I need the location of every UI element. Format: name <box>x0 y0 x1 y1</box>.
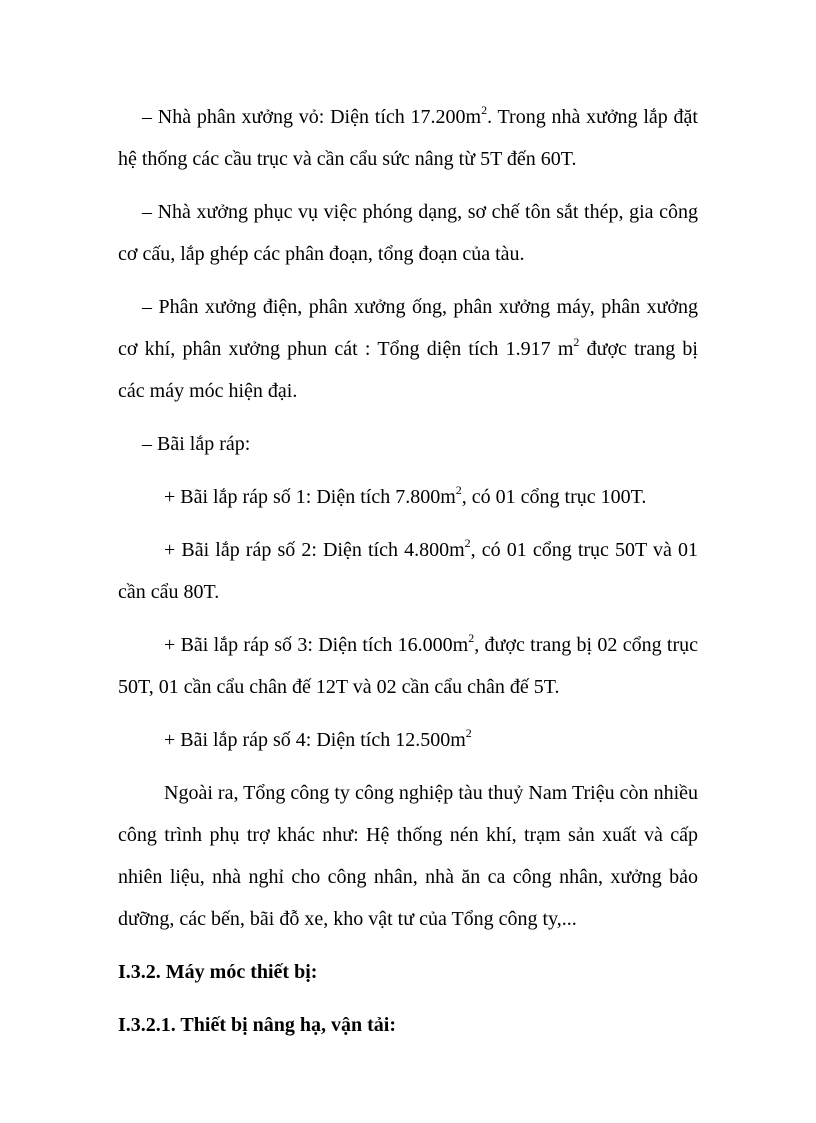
paragraph-assembly-yard-4: + Bãi lắp ráp số 4: Diện tích $12.500m^2$ <box>164 726 472 751</box>
paragraph-assembly-yard-2: + Bãi lắp ráp số 2: Diện tích $4.800m^2$, có 01 cổng trục 50T và 01 cần cẩu 80T. <box>118 536 698 603</box>
paragraph-auxiliary-works: Ngoài ra, Tổng công ty công nghiệp tàu thuỷ Nam Triệu còn nhiều công trình phụ trợ khác như: Hệ thống nén khí, trạm sản xuất và cấp nhiên liệu, nhà nghỉ cho công nhân, nhà ăn ca công nhân, xưởng bảo dưỡng, các bến, bãi đỗ xe, kho vật tư của Tổng công ty,... <box>118 782 698 930</box>
paragraph-sub-workshops: – Phân xưởng điện, phân xưởng ống, phân xưởng máy, phân xưởng cơ khí, phân xưởng phun cát : Tổng diện tích 1.917 $m^2$ được trang bị các máy móc hiện đại. <box>118 296 698 402</box>
subsection-heading-lifting-transport: I.3.2.1. Thiết bị nâng hạ, vận tải: <box>118 1014 397 1036</box>
paragraph-assembly-yards: – Bãi lắp ráp: <box>142 433 251 455</box>
paragraph-assembly-yard-3: + Bãi lắp ráp số 3: Diện tích $16.000m^2$, được trang bị 02 cổng trục 50T, 01 cần cẩu chân đế 12T và 02 cần cẩu chân đế 5T. <box>118 631 698 698</box>
paragraph-fabrication-workshop: – Nhà xưởng phục vụ việc phóng dạng, sơ chế tôn sắt thép, gia công cơ cấu, lắp ghép các phân đoạn, tổng đoạn của tàu. <box>118 201 698 265</box>
paragraph-assembly-yard-1: + Bãi lắp ráp số 1: Diện tích $7.800m^2$, có 01 cổng trục 100T. <box>164 483 647 508</box>
section-heading-equipment: I.3.2. Máy móc thiết bị: <box>118 961 318 983</box>
document-page <box>118 96 698 1057</box>
paragraph-hull-workshop: – Nhà phân xưởng vỏ: Diện tích $17.200m^2$. Trong nhà xưởng lắp đặt hệ thống các cầu trục và cần cẩu sức nâng từ 5T đến 60T. <box>118 103 698 170</box>
